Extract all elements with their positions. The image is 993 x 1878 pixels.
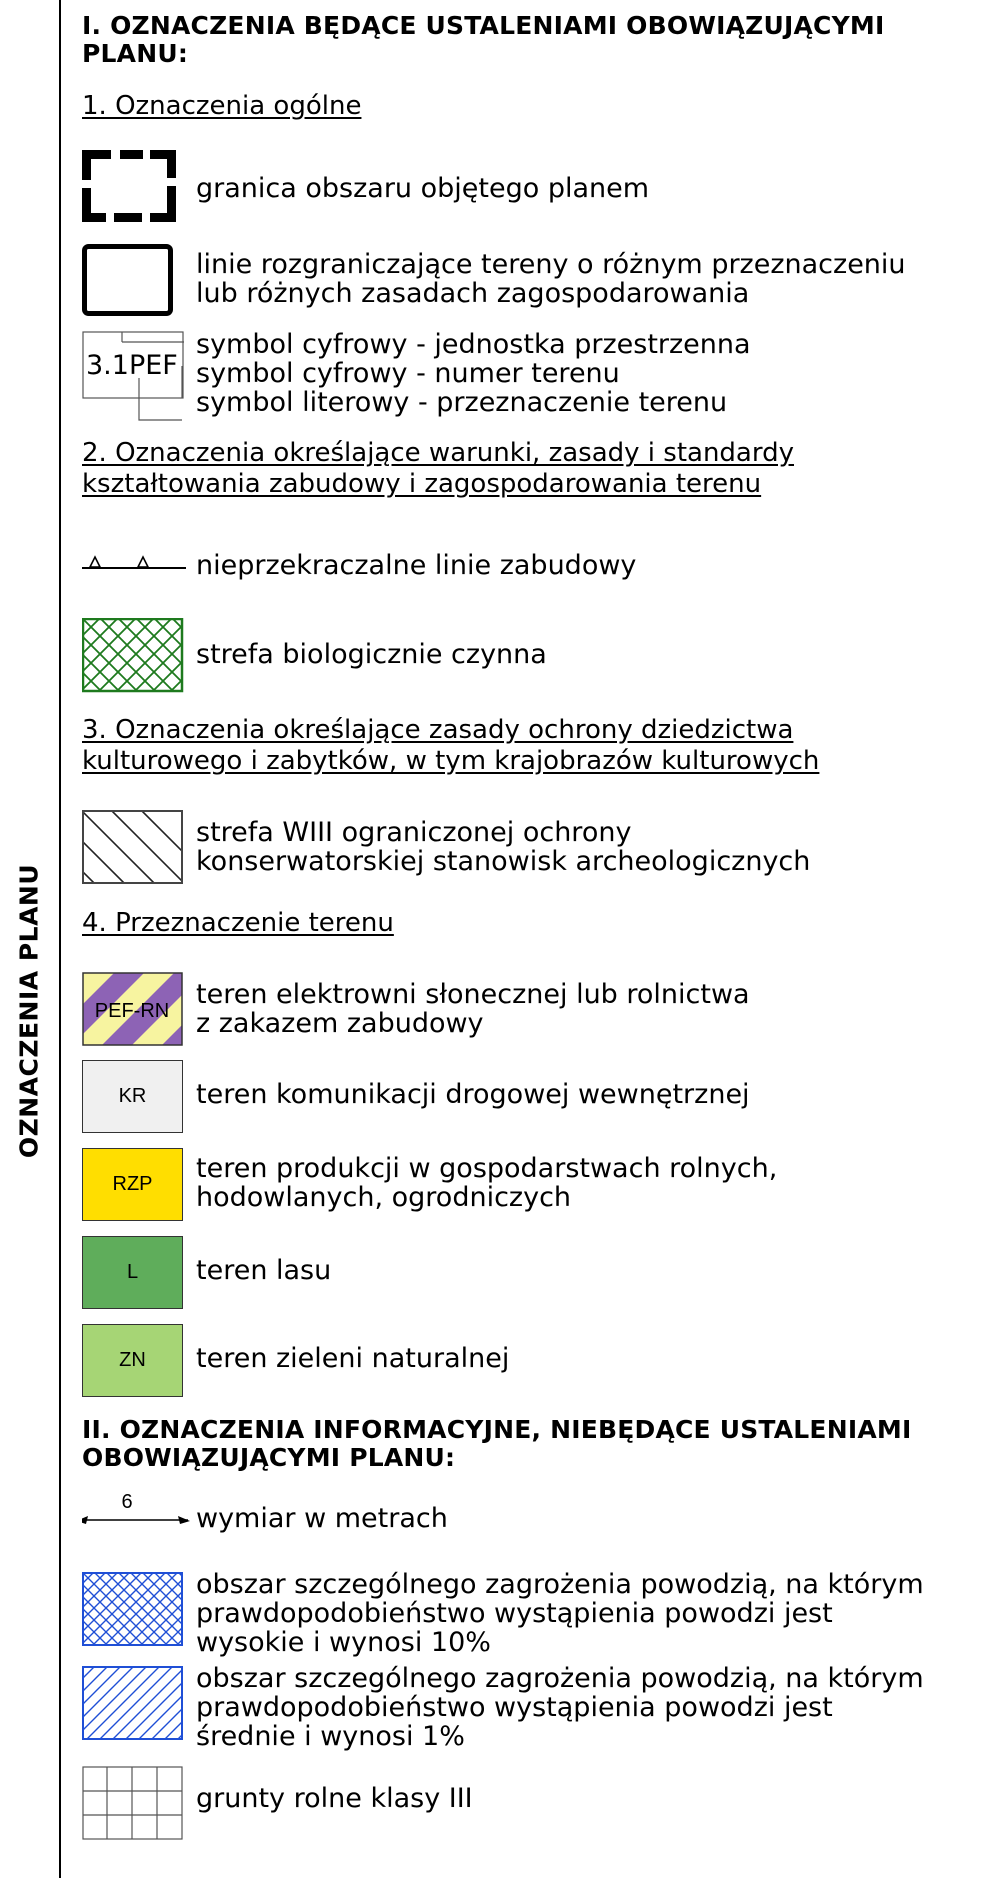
legend-item-flood-high (82, 1570, 987, 1656)
legend-item-kr (82, 1060, 987, 1134)
zn-code: ZN (119, 1349, 146, 1371)
pef-rn-swatch (82, 972, 192, 1050)
biologically-active-label: strefa biologicznie czynna (196, 639, 547, 670)
subsection-3-title: 3. Oznaczenia określające zasady ochrony dziedzictwa kulturowego i zabytków, w tym krajobrazów kulturowych (82, 715, 820, 776)
sidebar-divider (59, 0, 61, 1878)
kr-label: teren komunikacji drogowej wewnętrznej (196, 1079, 750, 1110)
plan-boundary-icon (82, 148, 192, 234)
legend-item-plan-boundary (82, 150, 987, 230)
legend-content (82, 0, 987, 1878)
blue-diagonal-icon (82, 1666, 192, 1744)
kr-swatch (82, 1060, 183, 1133)
legend-item-soil-class (82, 1766, 987, 1840)
green-crosshatch-icon (82, 618, 192, 696)
rzp-swatch (82, 1148, 183, 1221)
kr-code: KR (118, 1085, 147, 1107)
legend-item-l (82, 1236, 987, 1310)
sidebar (0, 0, 59, 1878)
legend-item-rzp (82, 1148, 987, 1222)
legend-item-zn (82, 1324, 987, 1398)
section-1-title: I. OZNACZENIA BĘDĄCE USTALENIAMI OBOWIĄZUJĄCYMI PLANU: (82, 11, 885, 68)
delimiting-lines-icon (82, 244, 192, 324)
legend-item-symbol-code (82, 326, 987, 422)
subsection-2-title: 2. Oznaczenia określające warunki, zasady i standardy kształtowania zabudowy i zagospodarowania terenu (82, 438, 794, 499)
l-swatch (82, 1236, 183, 1309)
l-label: teren lasu (196, 1255, 332, 1286)
zn-swatch (82, 1324, 183, 1397)
blue-crosshatch-icon (82, 1572, 192, 1650)
delimiting-lines-label: linie rozgraniczające tereny o różnym przeznaczeniu lub różnych zasadach zagospodarowania (196, 249, 906, 309)
legend-item-building-line (82, 548, 987, 588)
legend-item-dimension (82, 1490, 987, 1540)
symbol-code-labels: symbol cyfrowy - jednostka przestrzenna symbol cyfrowy - numer terenu symbol literowy - przeznaczenie terenu (196, 329, 751, 418)
rzp-label: teren produkcji w gospodarstwach rolnych, hodowlanych, ogrodniczych (196, 1153, 778, 1213)
symbol-code-text: 3.1PEF (86, 350, 178, 381)
dimension-label: wymiar w metrach (196, 1503, 448, 1534)
plan-boundary-label: granica obszaru objętego planem (196, 173, 650, 204)
diagonal-hatch-icon (82, 810, 192, 888)
flood-medium-label: obszar szczególnego zagrożenia powodzią, na którym prawdopodobieństwo wystąpienia powodzi jest średnie i wynosi 1% (196, 1663, 924, 1752)
building-line-label: nieprzekraczalne linie zabudowy (196, 550, 637, 581)
dimension-value: 6 (121, 1491, 133, 1513)
legend-item-flood-medium (82, 1664, 987, 1750)
legend-item-biologically-active (82, 618, 987, 692)
section-2-title: II. OZNACZENIA INFORMACYJNE, NIEBĘDĄCE USTALENIAMI OBOWIĄZUJĄCYMI PLANU: (82, 1415, 912, 1472)
pef-rn-label: teren elektrowni słonecznej lub rolnictwa z zakazem zabudowy (196, 979, 750, 1039)
sidebar-title: OZNACZENIA PLANU (14, 863, 44, 1159)
subsection-4-title: 4. Przeznaczenie terenu (82, 908, 394, 938)
archaeological-zone-label: strefa WIII ograniczonej ochrony konserwatorskiej stanowisk archeologicznych (196, 817, 811, 877)
flood-high-label: obszar szczególnego zagrożenia powodzią, na którym prawdopodobieństwo wystąpienia powodzi jest wysokie i wynosi 10% (196, 1569, 924, 1658)
subsection-1-title: 1. Oznaczenia ogólne (82, 91, 362, 121)
l-code: L (126, 1261, 139, 1283)
zn-label: teren zieleni naturalnej (196, 1343, 510, 1374)
building-line-icon (82, 550, 192, 590)
dimension-arrow-icon (82, 1490, 192, 1540)
pef-rn-code: PEF-RN (94, 1000, 170, 1022)
legend-item-archaeological-zone (82, 810, 987, 884)
grid-icon (82, 1766, 192, 1844)
legend-item-pef-rn (82, 972, 987, 1046)
soil-class-label: grunty rolne klasy III (196, 1783, 473, 1814)
legend-item-delimiting-lines (82, 240, 987, 316)
rzp-code: RZP (112, 1173, 153, 1195)
